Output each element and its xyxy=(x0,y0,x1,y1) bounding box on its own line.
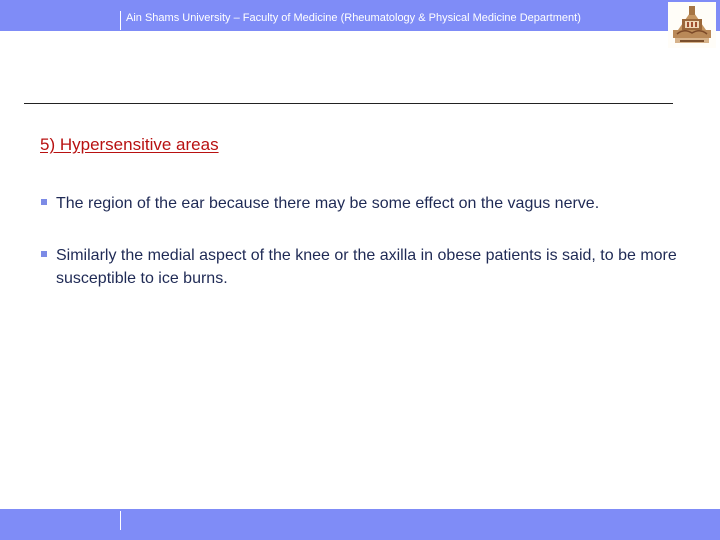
list-item xyxy=(40,192,690,215)
university-logo xyxy=(668,2,716,48)
footer-divider xyxy=(120,511,121,530)
bullet-text: Similarly the medial aspect of the knee or the axilla in obese patients is said, to be more susceptible to ice burns. xyxy=(56,247,677,287)
square-bullet-icon xyxy=(41,251,47,257)
header-divider xyxy=(120,11,121,30)
bullet-list xyxy=(40,192,690,319)
section-heading: 5) Hypersensitive areas xyxy=(40,135,219,154)
header-bar xyxy=(0,0,720,31)
title-divider xyxy=(24,103,673,104)
footer-bar xyxy=(0,509,720,540)
square-bullet-icon xyxy=(41,199,47,205)
institution-header: Ain Shams University – Faculty of Medicine (Rheumatology & Physical Medicine Department) xyxy=(126,12,581,24)
list-item xyxy=(40,244,690,290)
bullet-text: The region of the ear because there may be some effect on the vagus nerve. xyxy=(56,195,600,212)
